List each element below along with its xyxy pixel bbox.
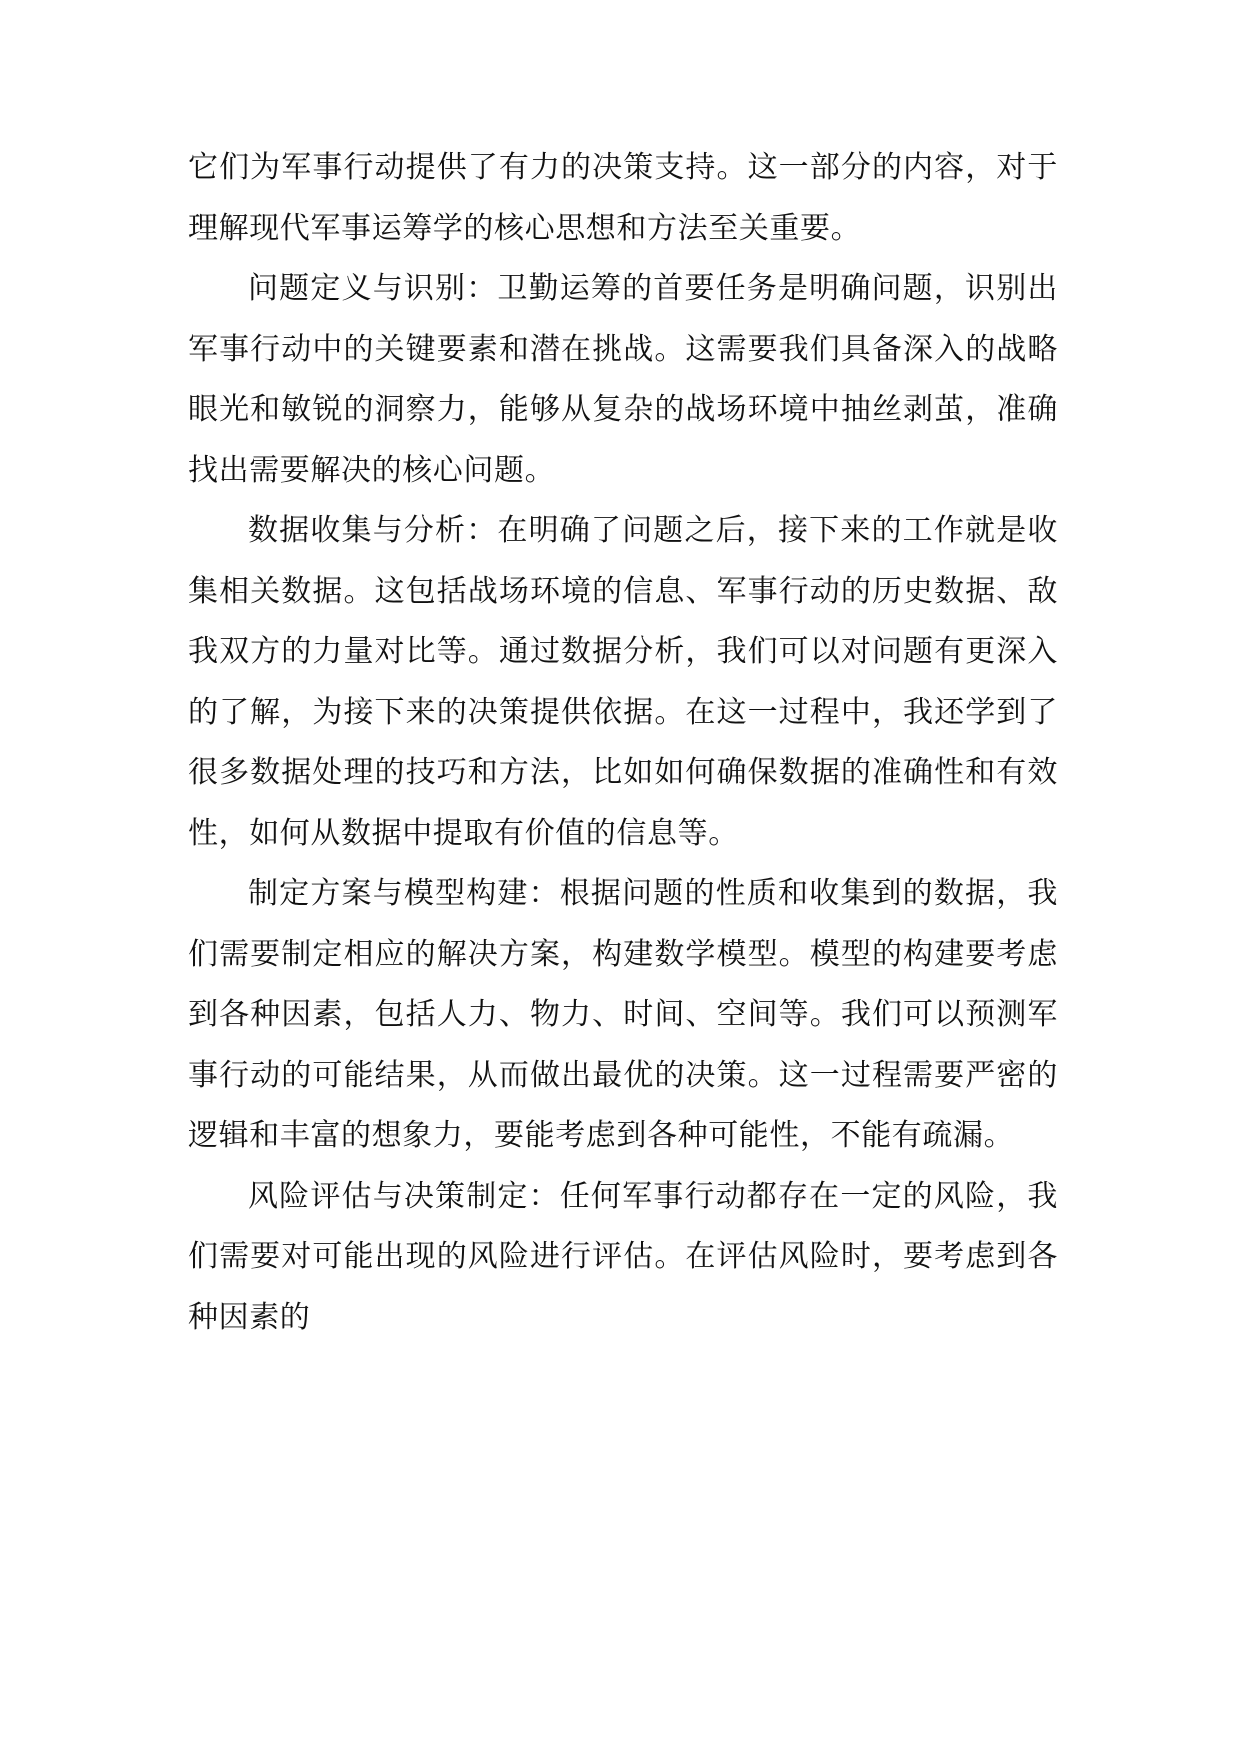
paragraph-model-building: 制定方案与模型构建：根据问题的性质和收集到的数据，我们需要制定相应的解决方案，构建数学模型。模型的构建要考虑到各种因素，包括人力、物力、时间、空间等。我们可以预测军事行动的可能结果，从而做出最优的决策。这一过程需要严密的逻辑和丰富的想象力，要能考虑到各种可能性，不能有疏漏。 — [188, 876, 1058, 1153]
document-page — [188, 138, 1058, 1348]
paragraph-problem-definition: 问题定义与识别：卫勤运筹的首要任务是明确问题，识别出军事行动中的关键要素和潜在挑战。这需要我们具备深入的战略眼光和敏锐的洞察力，能够从复杂的战场环境中抽丝剥茧，准确找出需要解决的核心问题。 — [188, 271, 1058, 488]
paragraph-risk-assessment: 风险评估与决策制定：任何军事行动都存在一定的风险，我们需要对可能出现的风险进行评估。在评估风险时，要考虑到各种因素的 — [188, 1178, 1058, 1335]
paragraph-data-collection: 数据收集与分析：在明确了问题之后，接下来的工作就是收集相关数据。这包括战场环境的信息、军事行动的历史数据、敌我双方的力量对比等。通过数据分析，我们可以对问题有更深入的了解，为接下来的决策提供依据。在这一过程中，我还学到了很多数据处理的技巧和方法，比如如何确保数据的准确性和有效性，如何从数据中提取有价值的信息等。 — [188, 513, 1058, 851]
paragraph-intro-continuation: 它们为军事行动提供了有力的决策支持。这一部分的内容，对于理解现代军事运筹学的核心思想和方法至关重要。 — [188, 150, 1058, 246]
